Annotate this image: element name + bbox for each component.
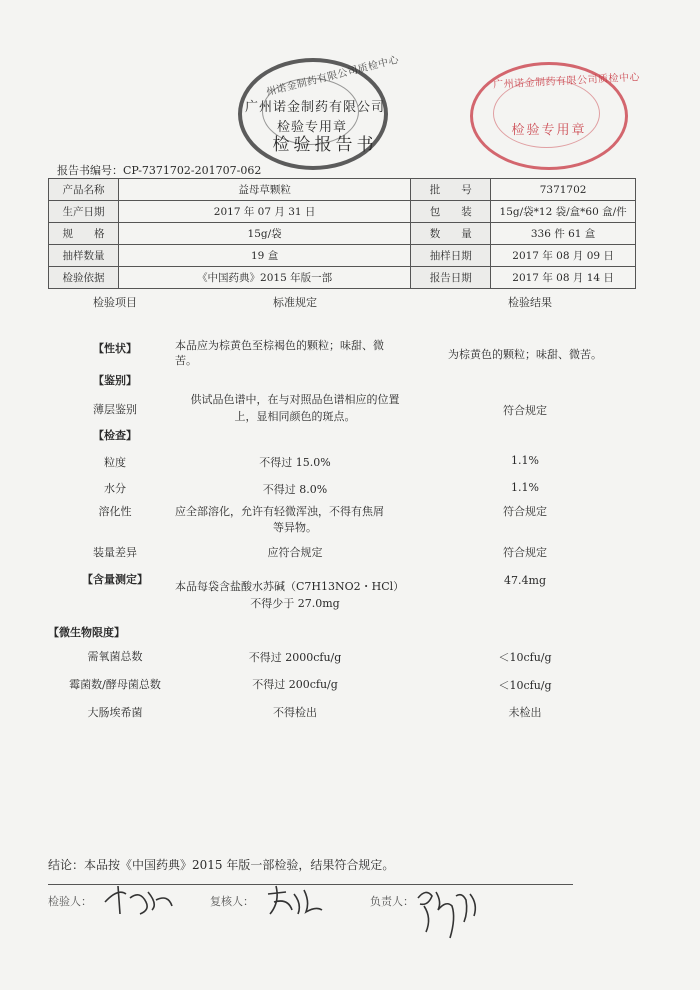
reviewer-label: 复核人： [210,895,254,908]
appearance-standard-line1: 本品应为棕黄色至棕褐色的颗粒；味甜、微 [175,339,384,352]
assay-standard-line2: 不得少于 27.0mg [250,597,340,610]
package-label: 包 装 [411,201,491,223]
solubility-item: 溶化性 [98,505,132,518]
quantity-label: 数 量 [411,223,491,245]
assay-result: 47.4mg [504,574,546,587]
seal-label: 检验专用章 [276,120,347,135]
sample-date-value: 2017 年 08 月 09 日 [491,245,636,267]
aerobic-count-standard: 不得过 2000cfu/g [248,651,342,664]
mold-yeast-result: ＜10cfu/g [498,679,552,692]
e-coli-standard: 不得检出 [273,706,317,719]
aerobic-count-result: ＜10cfu/g [498,651,552,664]
inspector-label: 检验人： [48,895,92,908]
aerobic-count-item: 需氧菌总数 [87,650,143,663]
assay-standard-line1: 本品每袋含盐酸水苏碱（C7H13NO2・HCl） [175,580,405,593]
tlc-standard-line2: 上，显相同颜色的斑点。 [234,410,356,423]
spec-label: 规 格 [49,223,119,245]
report-number: 报告书编号：CP-7371702-201707-062 [57,164,262,177]
product-name-label: 产品名称 [49,179,119,201]
column-header-item: 检验项目 [93,296,137,309]
moisture-item: 水分 [104,482,126,495]
product-info-table [48,178,636,289]
section-assay: 【含量测定】 [82,573,148,586]
seal-ring-text: 州诺金制药有限公司质检中心 [265,54,401,99]
seal-center-text: 检验专用章 [511,123,587,138]
quantity-value: 336 件 61 盒 [491,223,636,245]
particle-size-standard: 不得过 15.0% [259,456,331,469]
column-header-result: 检验结果 [508,296,552,309]
reviewer-signature [262,880,332,920]
moisture-result: 1.1% [511,481,539,494]
responsible-signature [412,878,492,948]
seal-ring-text: 广州诺金制药有限公司质检中心 [492,72,641,91]
package-value: 15g/袋*12 袋/盒*60 盒/件 [491,201,636,223]
report-date-label: 报告日期 [411,267,491,289]
moisture-standard: 不得过 8.0% [262,483,328,496]
production-date-label: 生产日期 [49,201,119,223]
section-identification: 【鉴别】 [93,374,137,387]
column-header-standard: 标准规定 [273,296,317,309]
tlc-standard-line1: 供试品色谱中，在与对照品色谱相应的位置 [190,393,400,406]
sample-quantity-label: 抽样数量 [49,245,119,267]
tlc-result: 符合规定 [503,404,547,417]
product-name-value: 益母草颗粒 [118,179,410,201]
document-title: 检验报告书 [272,135,378,155]
fill-weight-result: 符合规定 [503,546,547,559]
particle-size-item: 粒度 [104,456,126,469]
inspector-signature [100,880,180,920]
section-inspection: 【检查】 [93,429,137,442]
company-name: 广州诺金制药有限公司 [244,100,385,115]
e-coli-result: 未检出 [508,706,542,719]
e-coli-item: 大肠埃希菌 [87,706,143,719]
production-date-value: 2017 年 07 月 31 日 [118,201,410,223]
solubility-standard-line2: 等异物。 [273,521,317,534]
basis-label: 检验依据 [49,267,119,289]
section-appearance: 【性状】 [93,342,137,355]
appearance-standard-line2: 苦。 [175,354,197,367]
basis-value: 《中国药典》2015 年版一部 [118,267,410,289]
batch-label: 批 号 [411,179,491,201]
quality-inspection-seal-red [470,62,641,170]
appearance-result: 为棕黄色的颗粒；味甜、微苦。 [448,348,602,361]
spec-value: 15g/袋 [118,223,410,245]
particle-size-result: 1.1% [511,454,539,467]
fill-weight-standard: 应符合规定 [267,546,323,559]
batch-value: 7371702 [491,179,636,201]
mold-yeast-standard: 不得过 200cfu/g [252,678,338,691]
tlc-item: 薄层鉴别 [93,403,137,416]
conclusion: 结论：本品按《中国药典》2015 年版一部检验，结果符合规定。 [48,858,395,872]
sample-date-label: 抽样日期 [411,245,491,267]
mold-yeast-item: 霉菌数/酵母菌总数 [69,678,161,691]
report-date-value: 2017 年 08 月 14 日 [491,267,636,289]
solubility-standard-line1: 应全部溶化，允许有轻微浑浊，不得有焦屑 [175,505,384,518]
responsible-label: 负责人： [370,895,414,908]
fill-weight-item: 装量差异 [93,546,137,559]
sample-quantity-value: 19 盒 [118,245,410,267]
section-microbial-limit: 【微生物限度】 [48,626,125,639]
solubility-result: 符合规定 [503,505,547,518]
